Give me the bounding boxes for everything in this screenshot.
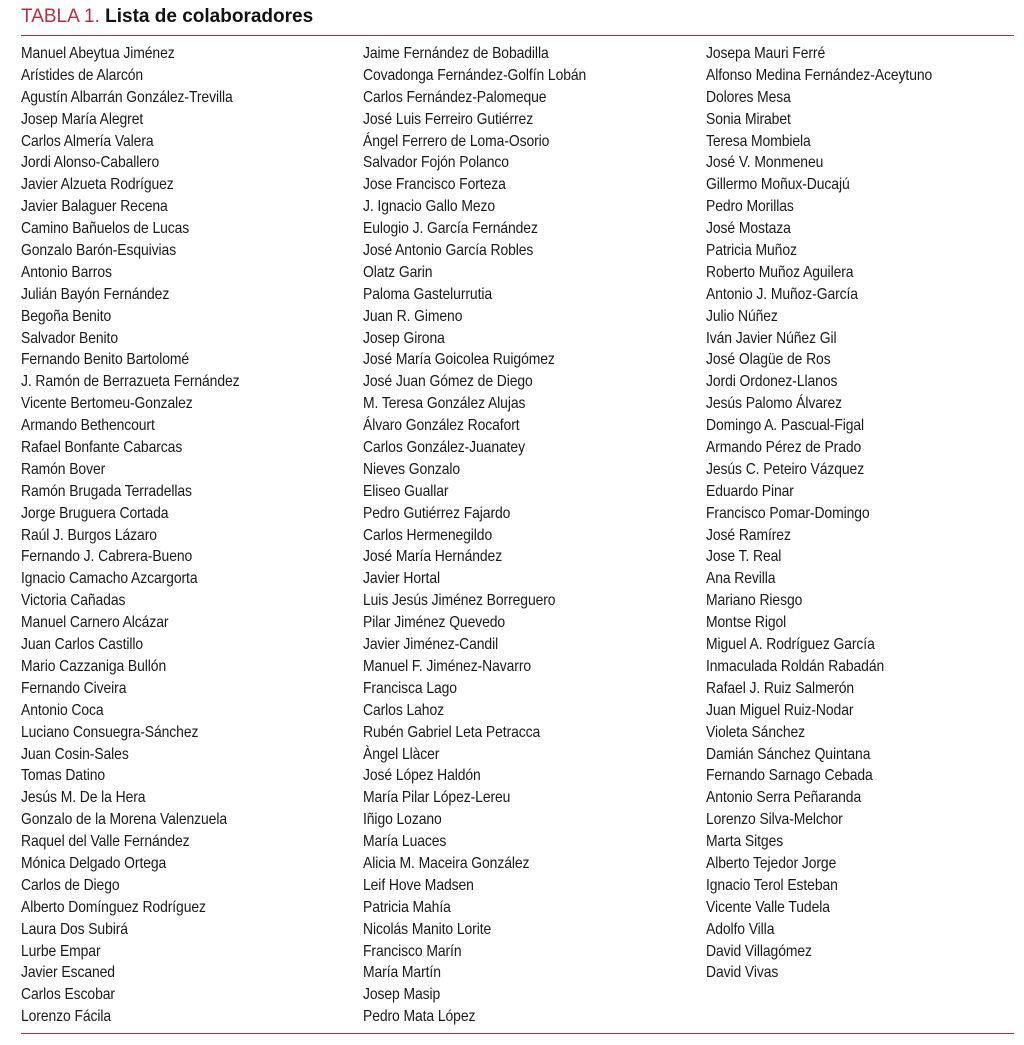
collaborator-name: Manuel Carnero Alcázar bbox=[21, 614, 169, 632]
collaborator-name: Domingo A. Pascual-Figal bbox=[706, 417, 865, 435]
collaborator-name: Luis Jesús Jiménez Borreguero bbox=[363, 592, 556, 610]
collaborator-name: Iván Javier Núñez Gil bbox=[706, 329, 837, 347]
collaborator-name: Alicia M. Maceira González bbox=[363, 854, 530, 872]
collaborator-name: José Juan Gómez de Diego bbox=[363, 373, 533, 391]
collaborator-name: Pedro Gutiérrez Fajardo bbox=[363, 504, 511, 522]
bottom-divider bbox=[21, 1033, 1014, 1034]
collaborator-name: Manuel F. Jiménez-Navarro bbox=[363, 657, 532, 675]
collaborator-name: Francisco Marín bbox=[363, 942, 462, 960]
collaborator-name: Agustín Albarrán González-Trevilla bbox=[21, 88, 233, 106]
collaborator-column-1 bbox=[21, 43, 272, 1028]
collaborator-name: Damián Sánchez Quintana bbox=[706, 745, 871, 763]
collaborator-name: Nicolás Manito Lorite bbox=[363, 920, 492, 938]
collaborator-name: Javier Jiménez-Candil bbox=[363, 636, 499, 654]
collaborator-name: Àngel Llàcer bbox=[363, 745, 440, 763]
collaborator-name: Ignacio Camacho Azcargorta bbox=[21, 570, 198, 588]
collaborator-name: Roberto Muñoz Aguilera bbox=[706, 263, 854, 281]
collaborator-name: Fernando Civeira bbox=[21, 679, 127, 697]
collaborator-name: Jaime Fernández de Bobadilla bbox=[363, 45, 549, 62]
collaborator-name: Gonzalo Barón-Esquivias bbox=[21, 242, 177, 260]
collaborator-column-3 bbox=[706, 43, 966, 984]
collaborator-name: Carlos Hermenegildo bbox=[363, 526, 493, 544]
collaborator-name: Armando Pérez de Prado bbox=[706, 439, 862, 457]
collaborator-name: Carlos González-Juanatey bbox=[363, 439, 525, 457]
collaborator-name: José V. Monmeneu bbox=[706, 154, 824, 172]
collaborator-name: José María Goicolea Ruigómez bbox=[363, 351, 555, 369]
collaborator-name: Begoña Benito bbox=[21, 307, 112, 325]
collaborator-name: José Mostaza bbox=[706, 220, 791, 238]
collaborator-name: Adolfo Villa bbox=[706, 920, 775, 938]
collaborator-name: Jose Francisco Forteza bbox=[363, 176, 506, 194]
collaborator-name: M. Teresa González Alujas bbox=[363, 395, 526, 413]
collaborator-name: Javier Balaguer Recena bbox=[21, 198, 168, 216]
collaborator-name: Rafael J. Ruiz Salmerón bbox=[706, 679, 855, 697]
collaborator-name: Carlos Almería Valera bbox=[21, 132, 154, 150]
collaborator-name: Lurbe Empar bbox=[21, 942, 101, 960]
collaborator-name: Salvador Fojón Polanco bbox=[363, 154, 509, 172]
collaborator-name: Luciano Consuegra-Sánchez bbox=[21, 723, 199, 741]
collaborator-name: Eulogio J. García Fernández bbox=[363, 220, 538, 238]
collaborator-name: Fernando Sarnago Cebada bbox=[706, 767, 873, 785]
collaborator-name: Vicente Bertomeu-Gonzalez bbox=[21, 395, 193, 413]
collaborator-name: Alberto Tejedor Jorge bbox=[706, 854, 837, 872]
collaborator-name: Javier Hortal bbox=[363, 570, 441, 588]
collaborator-name: Josep María Alegret bbox=[21, 110, 144, 128]
collaborator-name: José Olagüe de Ros bbox=[706, 351, 831, 369]
collaborator-name: Alfonso Medina Fernández-Aceytuno bbox=[706, 66, 933, 84]
top-divider bbox=[21, 35, 1014, 36]
collaborator-name: Miguel A. Rodríguez García bbox=[706, 636, 875, 654]
collaborator-name: Jordi Ordonez-Llanos bbox=[706, 373, 838, 391]
collaborator-name: Marta Sitges bbox=[706, 833, 784, 851]
collaborator-name: Jesús C. Peteiro Vázquez bbox=[706, 460, 865, 478]
collaborator-name: Mariano Riesgo bbox=[706, 592, 803, 610]
collaborator-name: Manuel Abeytua Jiménez bbox=[21, 45, 175, 62]
collaborator-name: J. Ramón de Berrazueta Fernández bbox=[21, 373, 240, 391]
collaborator-name: Raúl J. Burgos Lázaro bbox=[21, 526, 157, 544]
collaborator-name: Salvador Benito bbox=[21, 329, 118, 347]
collaborator-name: Pedro Morillas bbox=[706, 198, 794, 216]
collaborator-column-2 bbox=[363, 43, 620, 1028]
collaborator-name: Vicente Valle Tudela bbox=[706, 898, 830, 916]
table-title: Lista de colaboradores bbox=[105, 6, 314, 27]
collaborator-name: David Villagómez bbox=[706, 942, 812, 960]
collaborator-name: Victoria Cañadas bbox=[21, 592, 126, 610]
collaborator-name: José Antonio García Robles bbox=[363, 242, 534, 260]
collaborator-name: Juan Carlos Castillo bbox=[21, 636, 144, 654]
collaborator-name: José López Haldón bbox=[363, 767, 481, 785]
collaborator-name: Eliseo Guallar bbox=[363, 482, 449, 500]
collaborator-name: Antonio Serra Peñaranda bbox=[706, 789, 862, 807]
collaborator-name: Josep Masip bbox=[363, 986, 441, 1004]
collaborator-name: Antonio Coca bbox=[21, 701, 104, 719]
collaborator-name: Nieves Gonzalo bbox=[363, 460, 461, 478]
collaborator-name: Juan Miguel Ruiz-Nodar bbox=[706, 701, 854, 719]
collaborator-name: María Luaces bbox=[363, 833, 447, 851]
table-number-label: TABLA 1. bbox=[21, 6, 100, 27]
collaborator-name: Camino Bañuelos de Lucas bbox=[21, 220, 190, 238]
collaborator-name: Juan R. Gimeno bbox=[363, 307, 463, 325]
collaborator-name: Mónica Delgado Ortega bbox=[21, 854, 167, 872]
collaborator-name: Francisca Lago bbox=[363, 679, 457, 697]
collaborator-name: Ángel Ferrero de Loma-Osorio bbox=[363, 132, 550, 150]
collaborator-name: David Vivas bbox=[706, 964, 779, 982]
collaborator-name: José María Hernández bbox=[363, 548, 503, 566]
collaborator-name: María Martín bbox=[363, 964, 441, 982]
collaborator-name: Carlos Lahoz bbox=[363, 701, 444, 719]
collaborator-name: Pedro Mata López bbox=[363, 1008, 476, 1026]
collaborator-name: Jesús Palomo Álvarez bbox=[706, 395, 842, 413]
collaborator-name: Ignacio Terol Esteban bbox=[706, 876, 838, 894]
collaborator-name: Josepa Mauri Ferré bbox=[706, 45, 826, 62]
collaborator-name: José Ramírez bbox=[706, 526, 791, 544]
collaborator-name: Antonio J. Muñoz-García bbox=[706, 285, 858, 303]
collaborator-name: Juan Cosin-Sales bbox=[21, 745, 129, 763]
table-caption bbox=[21, 5, 313, 29]
collaborator-name: Gillermo Moñux-Ducajú bbox=[706, 176, 850, 194]
collaborator-name: Julio Núñez bbox=[706, 307, 778, 325]
collaborator-name: Jesús M. De la Hera bbox=[21, 789, 146, 807]
collaborator-name: Jorge Bruguera Cortada bbox=[21, 504, 169, 522]
collaborator-name: Teresa Mombiela bbox=[706, 132, 811, 150]
collaborator-name: Javier Alzueta Rodríguez bbox=[21, 176, 174, 194]
collaborator-name: Fernando Benito Bartolomé bbox=[21, 351, 190, 369]
collaborator-name: Jordi Alonso-Caballero bbox=[21, 154, 160, 172]
collaborator-name: Jose T. Real bbox=[706, 548, 782, 566]
collaborator-name: Antonio Barros bbox=[21, 263, 112, 281]
collaborator-name: Dolores Mesa bbox=[706, 88, 791, 106]
collaborator-name: Paloma Gastelurrutia bbox=[363, 285, 493, 303]
collaborator-name: Ana Revilla bbox=[706, 570, 776, 588]
collaborator-name: María Pilar López-Lereu bbox=[363, 789, 511, 807]
collaborator-name: Arístides de Alarcón bbox=[21, 66, 144, 84]
collaborator-name: Álvaro González Rocafort bbox=[363, 417, 520, 435]
collaborator-name: Inmaculada Roldán Rabadán bbox=[706, 657, 885, 675]
collaborator-name: Tomas Datino bbox=[21, 767, 106, 785]
collaborator-name: Raquel del Valle Fernández bbox=[21, 833, 190, 851]
collaborator-name: Laura Dos Subirá bbox=[21, 920, 128, 938]
collaborator-name: Patricia Muñoz bbox=[706, 242, 797, 260]
collaborator-name: José Luis Ferreiro Gutiérrez bbox=[363, 110, 534, 128]
collaborator-name: Montse Rigol bbox=[706, 614, 787, 632]
collaborator-name: Mario Cazzaniga Bullón bbox=[21, 657, 167, 675]
collaborator-name: Iñigo Lozano bbox=[363, 811, 442, 829]
collaborator-name: Gonzalo de la Morena Valenzuela bbox=[21, 811, 227, 829]
collaborator-name: Eduardo Pinar bbox=[706, 482, 794, 500]
collaborator-name: Violeta Sánchez bbox=[706, 723, 806, 741]
collaborator-name: Julián Bayón Fernández bbox=[21, 285, 170, 303]
collaborator-name: Lorenzo Silva-Melchor bbox=[706, 811, 843, 829]
collaborator-name: Carlos Fernández-Palomeque bbox=[363, 88, 547, 106]
collaborator-name: Rafael Bonfante Cabarcas bbox=[21, 439, 183, 457]
collaborator-name: Patricia Mahía bbox=[363, 898, 451, 916]
collaborator-name: Josep Girona bbox=[363, 329, 445, 347]
collaborator-name: Francisco Pomar-Domingo bbox=[706, 504, 870, 522]
collaborator-name: Pilar Jiménez Quevedo bbox=[363, 614, 506, 632]
collaborator-name: Ramón Bover bbox=[21, 460, 106, 478]
collaborator-name: Sonia Mirabet bbox=[706, 110, 791, 128]
collaborator-name: Ramón Brugada Terradellas bbox=[21, 482, 192, 500]
collaborator-name: Fernando J. Cabrera-Bueno bbox=[21, 548, 193, 566]
collaborator-name: Carlos Escobar bbox=[21, 986, 115, 1004]
collaborator-name: Rubén Gabriel Leta Petracca bbox=[363, 723, 541, 741]
collaborator-name: Lorenzo Fácila bbox=[21, 1008, 112, 1026]
collaborator-name: Covadonga Fernández-Golfín Lobán bbox=[363, 66, 587, 84]
collaborator-name: Armando Bethencourt bbox=[21, 417, 155, 435]
collaborator-name: Javier Escaned bbox=[21, 964, 115, 982]
collaborator-name: Olatz Garin bbox=[363, 263, 433, 281]
collaborator-name: Leif Hove Madsen bbox=[363, 876, 474, 894]
collaborator-name: Carlos de Diego bbox=[21, 876, 120, 894]
collaborator-name: J. Ignacio Gallo Mezo bbox=[363, 198, 496, 216]
collaborator-name: Alberto Domínguez Rodríguez bbox=[21, 898, 206, 916]
